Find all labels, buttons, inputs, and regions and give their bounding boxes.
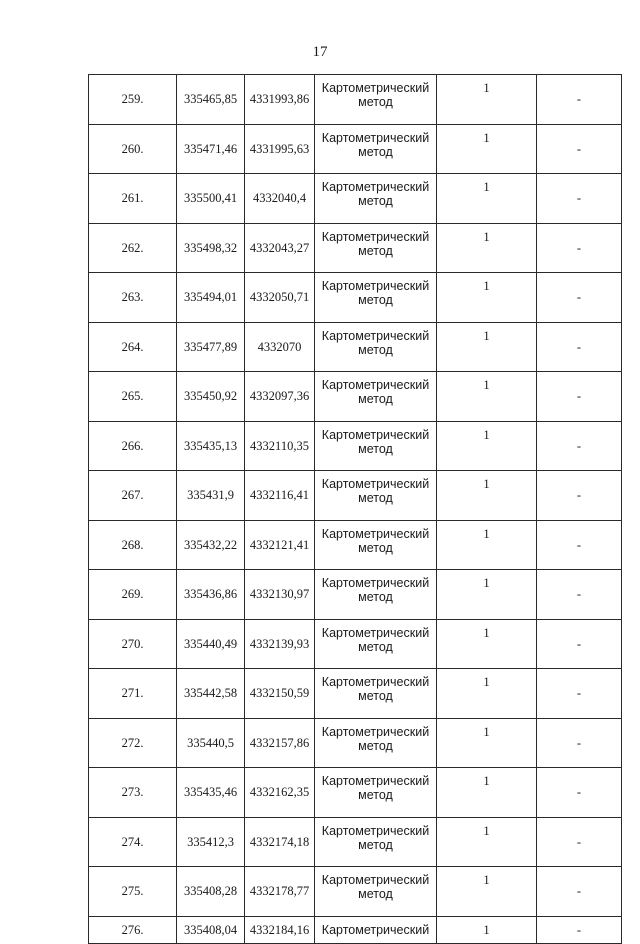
coordinates-table-body bbox=[89, 75, 622, 944]
note-cell: - bbox=[537, 471, 622, 521]
point-number-cell: 260. bbox=[89, 124, 177, 174]
note-cell: - bbox=[537, 520, 622, 570]
method-cell: Картометрический метод bbox=[315, 471, 437, 521]
table-row bbox=[89, 223, 622, 273]
accuracy-cell: 1 bbox=[437, 768, 537, 818]
accuracy-cell: 1 bbox=[437, 75, 537, 125]
note-cell: - bbox=[537, 768, 622, 818]
method-cell: Картометрический метод bbox=[315, 570, 437, 620]
note-cell: - bbox=[537, 421, 622, 471]
coordinates-table bbox=[88, 74, 622, 944]
table-row bbox=[89, 669, 622, 719]
accuracy-cell: 1 bbox=[437, 718, 537, 768]
x-coordinate-cell: 335494,01 bbox=[177, 273, 245, 323]
accuracy-cell: 1 bbox=[437, 817, 537, 867]
method-cell: Картометрический метод bbox=[315, 75, 437, 125]
accuracy-cell: 1 bbox=[437, 223, 537, 273]
note-cell: - bbox=[537, 916, 622, 943]
x-coordinate-cell: 335477,89 bbox=[177, 322, 245, 372]
note-cell: - bbox=[537, 669, 622, 719]
point-number-cell: 267. bbox=[89, 471, 177, 521]
y-coordinate-cell: 4332097,36 bbox=[245, 372, 315, 422]
note-cell: - bbox=[537, 174, 622, 224]
page-number: 17 bbox=[312, 44, 328, 60]
y-coordinate-cell: 4332178,77 bbox=[245, 867, 315, 917]
x-coordinate-cell: 335500,41 bbox=[177, 174, 245, 224]
note-cell: - bbox=[537, 124, 622, 174]
accuracy-cell: 1 bbox=[437, 273, 537, 323]
point-number-cell: 269. bbox=[89, 570, 177, 620]
y-coordinate-cell: 4331993,86 bbox=[245, 75, 315, 125]
table-row bbox=[89, 570, 622, 620]
table-row bbox=[89, 718, 622, 768]
note-cell: - bbox=[537, 570, 622, 620]
accuracy-cell: 1 bbox=[437, 174, 537, 224]
method-cell: Картометрический метод bbox=[315, 223, 437, 273]
accuracy-cell: 1 bbox=[437, 124, 537, 174]
point-number-cell: 272. bbox=[89, 718, 177, 768]
note-cell: - bbox=[537, 619, 622, 669]
method-cell: Картометрический метод bbox=[315, 174, 437, 224]
point-number-cell: 264. bbox=[89, 322, 177, 372]
point-number-cell: 274. bbox=[89, 817, 177, 867]
note-cell: - bbox=[537, 817, 622, 867]
method-cell: Картометрический метод bbox=[315, 619, 437, 669]
method-cell: Картометрический метод bbox=[315, 322, 437, 372]
point-number-cell: 266. bbox=[89, 421, 177, 471]
table-row bbox=[89, 273, 622, 323]
point-number-cell: 271. bbox=[89, 669, 177, 719]
table-row bbox=[89, 817, 622, 867]
point-number-cell: 263. bbox=[89, 273, 177, 323]
accuracy-cell: 1 bbox=[437, 570, 537, 620]
y-coordinate-cell: 4332184,16 bbox=[245, 916, 315, 943]
y-coordinate-cell: 4332116,41 bbox=[245, 471, 315, 521]
table-row bbox=[89, 174, 622, 224]
accuracy-cell: 1 bbox=[437, 520, 537, 570]
method-cell: Картометрический метод bbox=[315, 867, 437, 917]
method-cell: Картометрический метод bbox=[315, 817, 437, 867]
x-coordinate-cell: 335436,86 bbox=[177, 570, 245, 620]
point-number-cell: 259. bbox=[89, 75, 177, 125]
note-cell: - bbox=[537, 718, 622, 768]
table-row bbox=[89, 867, 622, 917]
table-row bbox=[89, 75, 622, 125]
x-coordinate-cell: 335408,04 bbox=[177, 916, 245, 943]
x-coordinate-cell: 335440,49 bbox=[177, 619, 245, 669]
table-row bbox=[89, 916, 622, 943]
method-cell: Картометрический метод bbox=[315, 669, 437, 719]
point-number-cell: 262. bbox=[89, 223, 177, 273]
y-coordinate-cell: 4332043,27 bbox=[245, 223, 315, 273]
note-cell: - bbox=[537, 223, 622, 273]
point-number-cell: 273. bbox=[89, 768, 177, 818]
table-row bbox=[89, 124, 622, 174]
table-row bbox=[89, 421, 622, 471]
method-cell: Картометрический метод bbox=[315, 520, 437, 570]
y-coordinate-cell: 4332040,4 bbox=[245, 174, 315, 224]
table-row bbox=[89, 768, 622, 818]
point-number-cell: 270. bbox=[89, 619, 177, 669]
accuracy-cell: 1 bbox=[437, 372, 537, 422]
method-cell: Картометрический метод bbox=[315, 768, 437, 818]
accuracy-cell: 1 bbox=[437, 421, 537, 471]
x-coordinate-cell: 335408,28 bbox=[177, 867, 245, 917]
method-cell: Картометрический метод bbox=[315, 718, 437, 768]
x-coordinate-cell: 335432,22 bbox=[177, 520, 245, 570]
table-row bbox=[89, 520, 622, 570]
accuracy-cell: 1 bbox=[437, 619, 537, 669]
y-coordinate-cell: 4332139,93 bbox=[245, 619, 315, 669]
point-number-cell: 276. bbox=[89, 916, 177, 943]
accuracy-cell: 1 bbox=[437, 471, 537, 521]
y-coordinate-cell: 4332130,97 bbox=[245, 570, 315, 620]
note-cell: - bbox=[537, 372, 622, 422]
accuracy-cell: 1 bbox=[437, 322, 537, 372]
point-number-cell: 268. bbox=[89, 520, 177, 570]
note-cell: - bbox=[537, 273, 622, 323]
method-cell: Картометрический метод bbox=[315, 273, 437, 323]
x-coordinate-cell: 335465,85 bbox=[177, 75, 245, 125]
x-coordinate-cell: 335471,46 bbox=[177, 124, 245, 174]
x-coordinate-cell: 335435,46 bbox=[177, 768, 245, 818]
y-coordinate-cell: 4332070 bbox=[245, 322, 315, 372]
x-coordinate-cell: 335442,58 bbox=[177, 669, 245, 719]
note-cell: - bbox=[537, 322, 622, 372]
y-coordinate-cell: 4332110,35 bbox=[245, 421, 315, 471]
y-coordinate-cell: 4332162,35 bbox=[245, 768, 315, 818]
x-coordinate-cell: 335435,13 bbox=[177, 421, 245, 471]
x-coordinate-cell: 335498,32 bbox=[177, 223, 245, 273]
table-row bbox=[89, 471, 622, 521]
point-number-cell: 265. bbox=[89, 372, 177, 422]
point-number-cell: 261. bbox=[89, 174, 177, 224]
x-coordinate-cell: 335450,92 bbox=[177, 372, 245, 422]
y-coordinate-cell: 4332157,86 bbox=[245, 718, 315, 768]
table-row bbox=[89, 322, 622, 372]
note-cell: - bbox=[537, 867, 622, 917]
method-cell: Картометрический метод bbox=[315, 421, 437, 471]
note-cell: - bbox=[537, 75, 622, 125]
y-coordinate-cell: 4332174,18 bbox=[245, 817, 315, 867]
y-coordinate-cell: 4332050,71 bbox=[245, 273, 315, 323]
y-coordinate-cell: 4332150,59 bbox=[245, 669, 315, 719]
method-cell: Картометрический bbox=[315, 916, 437, 943]
y-coordinate-cell: 4331995,63 bbox=[245, 124, 315, 174]
accuracy-cell: 1 bbox=[437, 867, 537, 917]
method-cell: Картометрический метод bbox=[315, 372, 437, 422]
x-coordinate-cell: 335412,3 bbox=[177, 817, 245, 867]
x-coordinate-cell: 335440,5 bbox=[177, 718, 245, 768]
table-row bbox=[89, 372, 622, 422]
accuracy-cell: 1 bbox=[437, 916, 537, 943]
y-coordinate-cell: 4332121,41 bbox=[245, 520, 315, 570]
point-number-cell: 275. bbox=[89, 867, 177, 917]
table-row bbox=[89, 619, 622, 669]
accuracy-cell: 1 bbox=[437, 669, 537, 719]
x-coordinate-cell: 335431,9 bbox=[177, 471, 245, 521]
method-cell: Картометрический метод bbox=[315, 124, 437, 174]
